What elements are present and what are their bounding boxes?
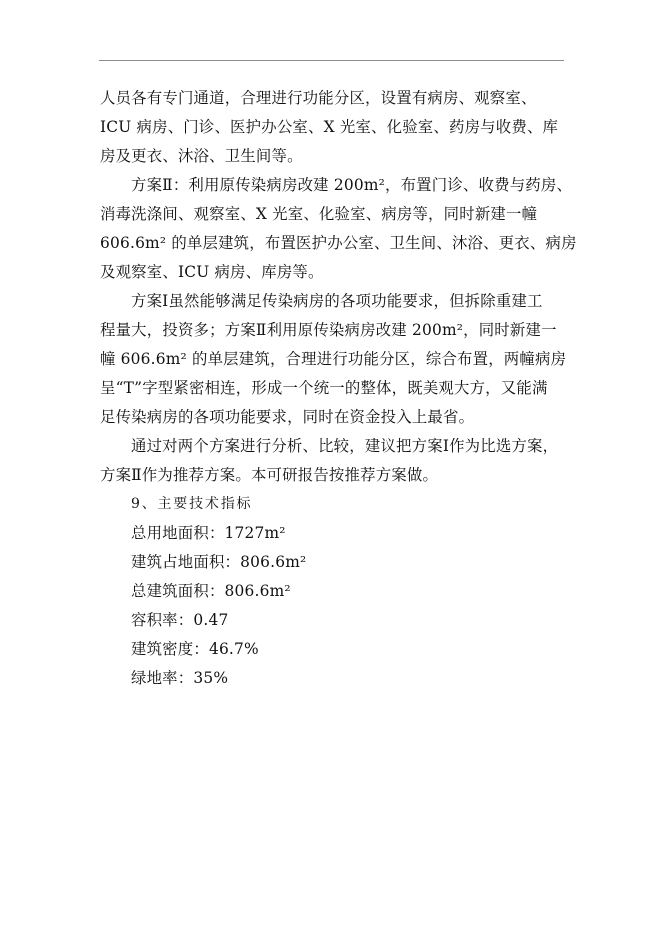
text-line: 及观察室、ICU 病房、库房等。 xyxy=(100,263,324,281)
text-line: 房及更衣、沐浴、卫生间等。 xyxy=(100,147,303,165)
text-line: 呈“T”字型紧密相连，形成一个统一的整体，既美观大方，又能满 xyxy=(100,379,548,397)
text-line: 通过对两个方案进行分析、比较，建议把方案Ⅰ作为比选方案， xyxy=(131,437,559,455)
text-line: 消毒洗涤间、观察室、X 光室、化验室、病房等，同时新建一幢 xyxy=(100,205,538,223)
text-line: 方案Ⅰ虽然能够满足传染病房的各项功能要求，但拆除重建工 xyxy=(131,292,543,310)
indicator-total-floor-area: 总建筑面积：806.6m² xyxy=(131,582,291,600)
indicator-building-footprint: 建筑占地面积：806.6m² xyxy=(131,553,307,571)
indicator-total-land-area: 总用地面积：1727m² xyxy=(131,524,286,542)
header-rule xyxy=(99,60,564,61)
paragraph-scheme-comparison xyxy=(100,287,570,432)
technical-indicators-section xyxy=(100,490,570,693)
section-heading: 9、主要技术指标 xyxy=(131,496,253,512)
paragraph-recommendation xyxy=(100,432,570,490)
text-line: 方案Ⅱ作为推荐方案。本可研报告按推荐方案做。 xyxy=(100,466,439,484)
paragraph-functional-zoning xyxy=(100,84,570,171)
indicator-plot-ratio: 容积率：0.47 xyxy=(131,611,229,629)
text-line: ICU 病房、门诊、医护办公室、X 光室、化验室、药房与收费、库 xyxy=(100,118,559,136)
text-line: 程量大，投资多；方案Ⅱ利用原传染病房改建 200m²，同时新建一 xyxy=(100,321,557,339)
text-line: 足传染病房的各项功能要求，同时在资金投入上最省。 xyxy=(100,408,475,426)
indicator-green-ratio: 绿地率：35% xyxy=(131,669,229,687)
indicator-building-density: 建筑密度：46.7% xyxy=(131,640,259,658)
text-line: 方案Ⅱ：利用原传染病房改建 200m²，布置门诊、收费与药房、 xyxy=(131,176,573,194)
paragraph-scheme-2 xyxy=(100,171,577,287)
text-line: 606.6m² 的单层建筑，布置医护办公室、卫生间、沐浴、更衣、病房 xyxy=(100,234,577,252)
document-body xyxy=(100,84,577,693)
text-line: 幢 606.6m² 的单层建筑，合理进行功能分区，综合布置，两幢病房 xyxy=(100,350,567,368)
text-line: 人员各有专门通道，合理进行功能分区，设置有病房、观察室、 xyxy=(100,89,537,107)
